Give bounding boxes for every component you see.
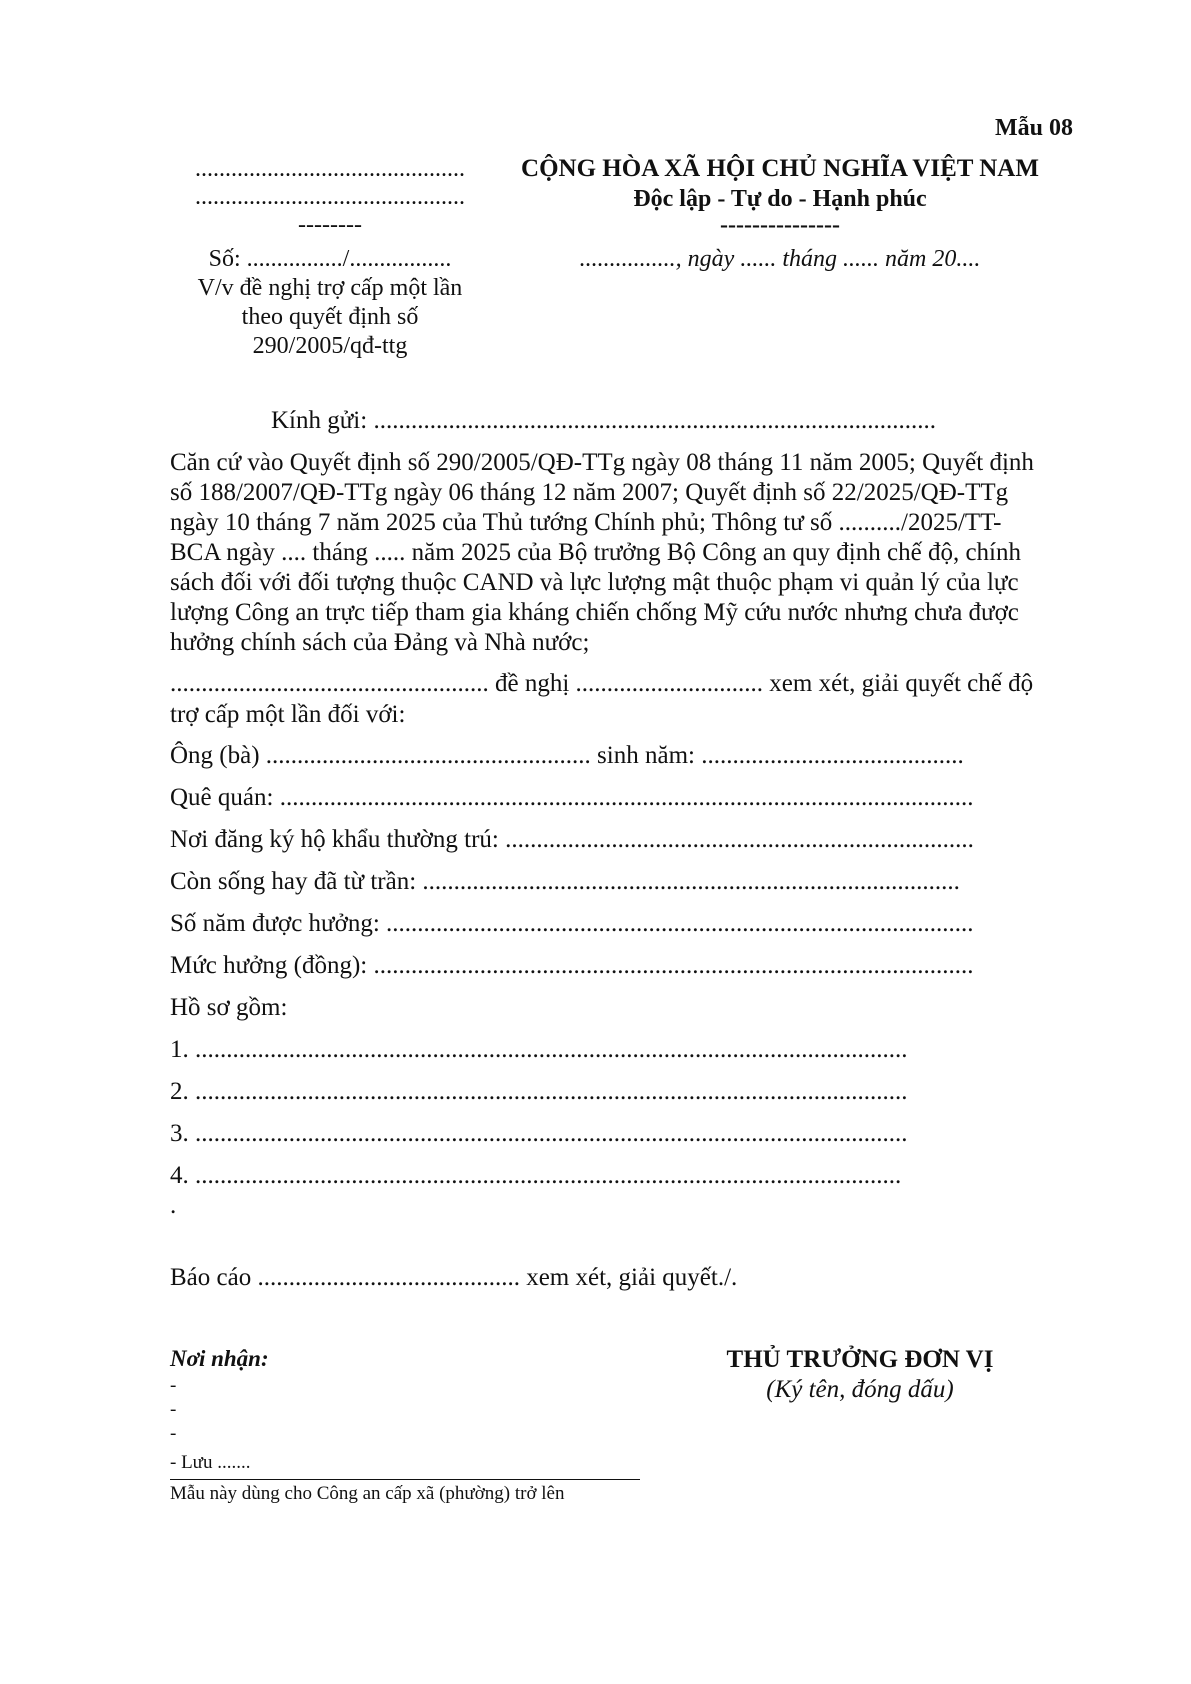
subject-line-2: theo quyết định số: [241, 304, 419, 330]
field-hometown: Quê quán: ...............................................................................................................: [170, 784, 974, 811]
document-number: Số: ................/.................: [208, 246, 452, 272]
footnote: Mẫu này dùng cho Công an cấp xã (phường) trở lên: [170, 1483, 565, 1504]
dossier-item: 4. .................................................................................................................: [170, 1162, 902, 1189]
recipient-line: Kính gửi: ..........................................................................................: [271, 407, 936, 434]
footnote-separator: [170, 1479, 640, 1480]
request-line: ................................................... đề nghị .............................. xem xét, giải quyết chế độ: [170, 670, 1034, 697]
dossier-item: 2. ..................................................................................................................: [170, 1078, 908, 1105]
national-motto: Độc lập - Tự do - Hạnh phúc: [633, 186, 927, 212]
date-line: ................, ngày ...... tháng ...... năm 20....: [579, 246, 981, 272]
recipient-item: - Lưu .......: [170, 1452, 251, 1473]
report-line: Báo cáo .......................................... xem xét, giải quyết./.: [170, 1264, 738, 1291]
form-code: Mẫu 08: [995, 115, 1073, 141]
legal-basis-line: BCA ngày .... tháng ..... năm 2025 của Bộ trưởng Bộ Công an quy định chế độ, chính: [170, 539, 1021, 566]
subject-line-1: V/v đề nghị trợ cấp một lần: [197, 275, 463, 301]
recipient-item: -: [170, 1375, 177, 1396]
agency-dash: --------: [298, 212, 362, 238]
recipient-item: -: [170, 1423, 177, 1444]
recipient-item: -: [170, 1399, 177, 1420]
dossier-item: 3. ..................................................................................................................: [170, 1120, 908, 1147]
national-title: CỘNG HÒA XÃ HỘI CHỦ NGHĨA VIỆT NAM: [521, 155, 1039, 182]
signature-title: THỦ TRƯỞNG ĐƠN VỊ: [726, 1346, 994, 1373]
legal-basis-line: lượng Công an trực tiếp tham gia kháng chiến chống Mỹ cứu nước nhưng chưa được: [170, 599, 1019, 626]
agency-line-2: .............................................: [195, 184, 465, 210]
legal-basis-line: ngày 10 tháng 7 năm 2025 của Thủ tướng Chính phủ; Thông tư số ........../2025/TT-: [170, 509, 1002, 536]
field-years-entitled: Số năm được hưởng: ..............................................................................................: [170, 910, 974, 937]
recipients-label: Nơi nhận:: [170, 1346, 269, 1371]
dossier-item: 1. ..................................................................................................................: [170, 1036, 908, 1063]
field-benefit-amount: Mức hưởng (đồng): ................................................................................................: [170, 952, 974, 979]
signature-note: (Ký tên, đóng dấu): [766, 1376, 954, 1403]
dossier-item: .: [170, 1192, 177, 1219]
agency-line-1: .............................................: [195, 156, 465, 182]
legal-basis-line: Căn cứ vào Quyết định số 290/2005/QĐ-TTg ngày 08 tháng 11 năm 2005; Quyết định: [170, 449, 1034, 476]
subject-line-3: 290/2005/qđ-ttg: [252, 333, 408, 359]
motto-dash: ---------------: [720, 212, 840, 238]
legal-basis-line: sách đối với đối tượng thuộc CAND và lực lượng mật thuộc phạm vi quản lý của lực: [170, 569, 1019, 596]
legal-basis-line: số 188/2007/QĐ-TTg ngày 06 tháng 12 năm 2007; Quyết định số 22/2025/QĐ-TTg: [170, 479, 1009, 506]
field-name-birth-year: Ông (bà) .................................................... sinh năm: ..........................................: [170, 742, 964, 769]
request-line: trợ cấp một lần đối với:: [170, 701, 406, 728]
field-residence: Nơi đăng ký hộ khẩu thường trú: ...........................................................................: [170, 826, 974, 853]
field-alive-status: Còn sống hay đã từ trần: ......................................................................................: [170, 868, 960, 895]
legal-basis-line: hưởng chính sách của Đảng và Nhà nước;: [170, 629, 590, 656]
dossier-label: Hồ sơ gồm:: [170, 994, 288, 1021]
